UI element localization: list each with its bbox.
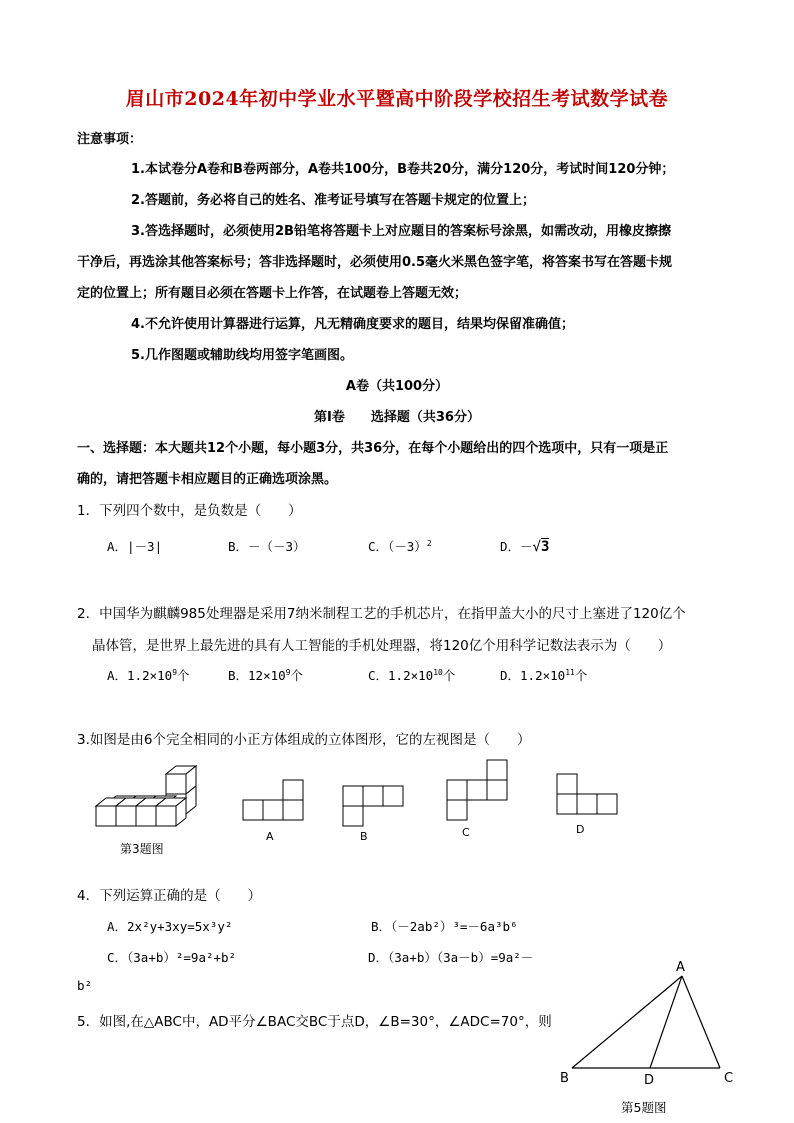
part-one-heading: 第Ⅰ卷 选择题（共36分） (314, 410, 480, 425)
q5-label-c: C (724, 1071, 734, 1086)
q5-label-a: A (676, 960, 685, 975)
q1-option-a: A．|－3| (107, 539, 163, 554)
q3-label-b: B (360, 830, 368, 843)
notice-item: 3.答选择题时，必须使用2B铅笔将答题卡上对应题目的答案标号涂黑，如需改动，用橡皮擦擦 (131, 224, 671, 239)
q4-stem: 4．下列运算正确的是（ ） (77, 888, 262, 904)
q3-label-d: D (576, 823, 585, 836)
q3-label-c: C (462, 826, 470, 839)
q3-figure-caption: 第3题图 (120, 842, 164, 856)
q1-option-d: D．－√3 (500, 539, 550, 555)
notice-item: 干净后，再选涂其他答案标号；答非选择题时，必须使用0.5毫火米黑色签字笔，将答案书写在答题卡规 (77, 255, 673, 270)
notice-item: 定的位置上；所有题目必须在答题卡上作答，在试题卷上答题无效； (77, 286, 468, 301)
q2-option-c: C．$1.2\times 10^{10}$个 (368, 667, 456, 683)
q2-option-d: D．$1.2\times 10^{11}$个 (500, 667, 588, 683)
q2-option-a: A．$1.2\times 10^9$个 (107, 667, 190, 683)
q4-option-d-wrap: b² (77, 978, 93, 993)
q4-option-a: A．2x²y+3xy=5x³y² (107, 919, 233, 934)
q3-solid-figure (90, 760, 220, 830)
q3-label-a: A (266, 830, 274, 843)
q5-stem: 5．如图,在△ABC中，AD平分∠BAC交BC于点D，∠B=30°，∠ADC=70°，则 (77, 1014, 552, 1030)
instructions-line: 一、选择题：本大题共12个小题，每小题3分，共36分，在每个小题给出的四个选项中，只有一项是正 (77, 441, 669, 456)
instructions-line: 确的，请把答题卡相应题目的正确选项涂黑。 (77, 472, 338, 487)
notice-item: 5.几作图题或辅助线均用签字笔画图。 (131, 348, 353, 363)
q2-option-b: B．$12\times 10^9$个 (228, 667, 303, 683)
page-title: 眉山市2024年初中学业水平暨高中阶段学校招生考试数学试卷 (125, 88, 669, 110)
notice-item: 4.不允许使用计算器进行运算，凡无精确度要求的题目，结果均保留准确值； (131, 317, 574, 332)
q4-option-d: D．（3a+b）（3a－b）=9a²－ (368, 950, 534, 965)
q1-option-b: B．－（－3） (228, 539, 306, 554)
q1-stem: 1．下列四个数中，是负数是（ ） (77, 503, 302, 519)
q4-option-c: C．（3a+b）²=9a²+b² (107, 950, 237, 965)
notice-item: 2.答题前，务必将自己的姓名、准考证号填写在答题卡规定的位置上； (131, 193, 535, 208)
notice-heading: 注意事项： (77, 132, 143, 147)
q3-view-b (342, 784, 404, 828)
q5-figure-caption: 第5题图 (621, 1100, 667, 1115)
q5-label-d: D (644, 1073, 655, 1088)
q3-view-c (446, 758, 508, 822)
notice-item: 1.本试卷分A卷和B卷两部分，A卷共100分，B卷共20分，满分120分，考试时间120分钟； (131, 162, 675, 177)
q3-view-a (242, 778, 304, 822)
section-a-heading: A卷（共100分） (345, 379, 449, 394)
q2-stem-line2: 晶体管，是世界上最先进的具有人工智能的手机处理器，将120亿个用科学记数法表示为（ ） (92, 638, 672, 654)
q1-option-c: C．$(-3)^2$ (368, 538, 432, 554)
q4-option-b: B．（－2ab²）³=－6a³b⁶ (371, 919, 518, 934)
q5-triangle-figure (556, 956, 746, 1086)
q3-stem: 3.如图是由6个完全相同的小正方体组成的立体图形，它的左视图是（ ） (77, 732, 531, 748)
q3-view-d (556, 772, 618, 816)
q5-label-b: B (560, 1071, 569, 1086)
q2-stem-line1: 2．中国华为麒麟985处理器是采用7纳米制程工艺的手机芯片，在指甲盖大小的尺寸上塞进了120亿个 (77, 606, 686, 622)
